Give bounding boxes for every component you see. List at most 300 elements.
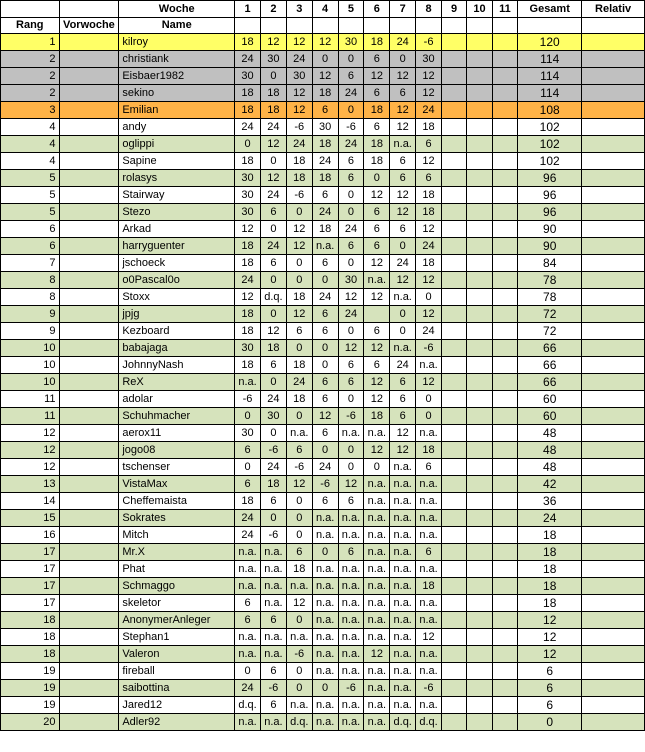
week-score: -6: [235, 391, 261, 408]
week-score: 0: [260, 374, 286, 391]
vorwoche-cell: [59, 374, 119, 391]
week-score: n.a.: [338, 527, 364, 544]
week-score: 6: [235, 476, 261, 493]
week-score: [492, 119, 518, 136]
week-score: [467, 527, 493, 544]
relativ-cell: [582, 510, 645, 527]
week-score: n.a.: [416, 663, 442, 680]
week-score: n.a.: [312, 697, 338, 714]
table-row: [1, 527, 645, 544]
relativ-cell: [582, 714, 645, 731]
week-score: 0: [235, 408, 261, 425]
week-score: n.a.: [416, 493, 442, 510]
vorwoche-cell: [59, 476, 119, 493]
total-score: 84: [518, 255, 582, 272]
total-score: 12: [518, 629, 582, 646]
table-row: [1, 595, 645, 612]
week-score: [467, 255, 493, 272]
week-score: [467, 714, 493, 731]
week-score: 18: [286, 561, 312, 578]
week-score: n.a.: [364, 714, 390, 731]
week-score: 12: [390, 272, 416, 289]
table-row: [1, 170, 645, 187]
week-score: [467, 153, 493, 170]
table-row: [1, 629, 645, 646]
week-score: 18: [364, 136, 390, 153]
relativ-cell: [582, 612, 645, 629]
header-week-7: 7: [390, 1, 416, 18]
week-score: [492, 153, 518, 170]
total-score: 48: [518, 442, 582, 459]
rank-cell: 16: [1, 527, 60, 544]
week-score: 6: [286, 544, 312, 561]
week-score: 24: [260, 119, 286, 136]
week-score: 12: [312, 34, 338, 51]
week-score: 24: [235, 272, 261, 289]
week-score: 6: [260, 697, 286, 714]
week-score: n.a.: [390, 459, 416, 476]
week-score: n.a.: [235, 544, 261, 561]
player-name: AnonymerAnleger: [119, 612, 235, 629]
week-score: 6: [260, 493, 286, 510]
rank-cell: 3: [1, 102, 60, 119]
table-row: [1, 119, 645, 136]
vorwoche-cell: [59, 306, 119, 323]
week-score: 6: [312, 391, 338, 408]
week-score: 0: [338, 51, 364, 68]
rank-cell: 2: [1, 85, 60, 102]
week-score: [467, 374, 493, 391]
week-score: 18: [235, 255, 261, 272]
total-score: 102: [518, 153, 582, 170]
total-score: 12: [518, 612, 582, 629]
week-score: n.a.: [364, 697, 390, 714]
week-score: 12: [364, 340, 390, 357]
week-score: [441, 663, 466, 680]
week-score: n.a.: [338, 714, 364, 731]
rank-cell: 4: [1, 119, 60, 136]
week-score: 18: [235, 306, 261, 323]
player-name: jschoeck: [119, 255, 235, 272]
player-name: jogo08: [119, 442, 235, 459]
week-score: 24: [286, 51, 312, 68]
week-score: 18: [235, 34, 261, 51]
week-score: n.a.: [312, 561, 338, 578]
week-score: [441, 646, 466, 663]
rank-cell: 18: [1, 646, 60, 663]
week-score: 18: [312, 221, 338, 238]
player-name: fireball: [119, 663, 235, 680]
week-score: [492, 646, 518, 663]
header-row-weeks: [1, 1, 645, 18]
rank-cell: 14: [1, 493, 60, 510]
week-score: 0: [286, 340, 312, 357]
week-score: 0: [338, 391, 364, 408]
week-score: [492, 595, 518, 612]
player-name: Mr.X: [119, 544, 235, 561]
week-score: 18: [286, 391, 312, 408]
week-score: 12: [364, 289, 390, 306]
week-score: 24: [235, 119, 261, 136]
vorwoche-cell: [59, 442, 119, 459]
relativ-cell: [582, 391, 645, 408]
week-score: [467, 425, 493, 442]
vorwoche-cell: [59, 51, 119, 68]
relativ-cell: [582, 85, 645, 102]
table-row: [1, 51, 645, 68]
week-score: 6: [338, 170, 364, 187]
week-score: [467, 442, 493, 459]
week-score: 12: [260, 323, 286, 340]
relativ-cell: [582, 476, 645, 493]
total-score: 120: [518, 34, 582, 51]
week-score: -6: [286, 187, 312, 204]
week-score: 24: [338, 306, 364, 323]
week-score: 0: [260, 221, 286, 238]
week-score: 24: [338, 136, 364, 153]
week-score: 30: [235, 68, 261, 85]
total-score: 108: [518, 102, 582, 119]
rank-cell: 19: [1, 680, 60, 697]
rank-cell: 10: [1, 340, 60, 357]
week-score: 6: [364, 51, 390, 68]
week-score: 18: [235, 323, 261, 340]
player-name: Emilian: [119, 102, 235, 119]
week-score: 0: [416, 391, 442, 408]
vorwoche-cell: [59, 221, 119, 238]
week-score: n.a.: [416, 510, 442, 527]
week-score: -6: [286, 459, 312, 476]
week-score: 12: [364, 442, 390, 459]
player-name: Stezo: [119, 204, 235, 221]
week-score: 6: [312, 425, 338, 442]
week-score: 6: [338, 357, 364, 374]
week-score: n.a.: [235, 646, 261, 663]
rank-cell: 4: [1, 136, 60, 153]
relativ-cell: [582, 221, 645, 238]
week-score: [467, 476, 493, 493]
total-score: 66: [518, 357, 582, 374]
week-score: [441, 527, 466, 544]
rank-cell: 18: [1, 612, 60, 629]
week-score: [492, 578, 518, 595]
player-name: harryguenter: [119, 238, 235, 255]
week-score: [467, 408, 493, 425]
total-score: 78: [518, 272, 582, 289]
table-row: [1, 34, 645, 51]
week-score: 0: [338, 102, 364, 119]
week-score: n.a.: [416, 527, 442, 544]
relativ-cell: [582, 629, 645, 646]
player-name: Cheffemaista: [119, 493, 235, 510]
week-score: n.a.: [312, 238, 338, 255]
vorwoche-cell: [59, 561, 119, 578]
week-score: [492, 680, 518, 697]
week-score: 12: [338, 340, 364, 357]
week-score: [492, 493, 518, 510]
week-score: n.a.: [338, 578, 364, 595]
week-score: 12: [416, 221, 442, 238]
week-score: n.a.: [312, 612, 338, 629]
table-row: [1, 612, 645, 629]
week-score: n.a.: [235, 714, 261, 731]
week-score: 12: [364, 646, 390, 663]
relativ-cell: [582, 323, 645, 340]
week-score: 24: [338, 221, 364, 238]
week-score: d.q.: [390, 714, 416, 731]
week-score: 6: [390, 221, 416, 238]
relativ-cell: [582, 374, 645, 391]
week-score: 6: [338, 238, 364, 255]
week-score: n.a.: [312, 510, 338, 527]
week-score: 30: [416, 51, 442, 68]
week-score: [441, 170, 466, 187]
vorwoche-cell: [59, 493, 119, 510]
week-score: 6: [260, 663, 286, 680]
week-score: 0: [338, 187, 364, 204]
week-score: 0: [338, 204, 364, 221]
week-score: [492, 51, 518, 68]
week-score: 12: [286, 238, 312, 255]
rank-cell: 6: [1, 221, 60, 238]
relativ-cell: [582, 289, 645, 306]
week-score: 6: [390, 153, 416, 170]
rank-cell: 20: [1, 714, 60, 731]
week-score: 6: [286, 442, 312, 459]
week-score: [467, 221, 493, 238]
player-name: Stoxx: [119, 289, 235, 306]
week-score: 6: [312, 323, 338, 340]
week-score: n.a.: [390, 629, 416, 646]
week-score: 6: [416, 170, 442, 187]
vorwoche-cell: [59, 187, 119, 204]
week-score: -6: [260, 442, 286, 459]
vorwoche-cell: [59, 102, 119, 119]
week-score: [492, 238, 518, 255]
header-week-8: 8: [416, 1, 442, 18]
week-score: d.q.: [286, 714, 312, 731]
week-score: n.a.: [390, 289, 416, 306]
week-score: 24: [235, 51, 261, 68]
rank-cell: 17: [1, 595, 60, 612]
week-score: 24: [286, 374, 312, 391]
relativ-cell: [582, 493, 645, 510]
week-score: 6: [260, 612, 286, 629]
rank-cell: 12: [1, 442, 60, 459]
week-score: 12: [364, 391, 390, 408]
week-score: [441, 493, 466, 510]
week-score: 0: [390, 306, 416, 323]
week-score: 12: [286, 306, 312, 323]
week-score: [467, 340, 493, 357]
week-score: n.a.: [364, 510, 390, 527]
week-score: 0: [260, 272, 286, 289]
total-score: 102: [518, 136, 582, 153]
vorwoche-cell: [59, 578, 119, 595]
week-score: 24: [312, 204, 338, 221]
week-score: 0: [286, 510, 312, 527]
week-score: n.a.: [390, 578, 416, 595]
week-score: 30: [235, 425, 261, 442]
total-score: 96: [518, 204, 582, 221]
week-score: n.a.: [390, 561, 416, 578]
week-score: 30: [260, 408, 286, 425]
week-score: 18: [364, 408, 390, 425]
week-score: n.a.: [286, 697, 312, 714]
week-score: 12: [390, 119, 416, 136]
vorwoche-cell: [59, 357, 119, 374]
relativ-cell: [582, 255, 645, 272]
week-score: 18: [312, 136, 338, 153]
week-score: [441, 255, 466, 272]
week-score: [441, 476, 466, 493]
week-score: [441, 391, 466, 408]
week-score: [492, 476, 518, 493]
week-score: [492, 323, 518, 340]
player-name: Adler92: [119, 714, 235, 731]
week-score: n.a.: [390, 544, 416, 561]
relativ-cell: [582, 578, 645, 595]
header-woche: Woche: [119, 1, 235, 18]
week-score: n.a.: [312, 527, 338, 544]
relativ-cell: [582, 136, 645, 153]
week-score: [441, 204, 466, 221]
week-score: 18: [416, 187, 442, 204]
week-score: [467, 578, 493, 595]
week-score: [467, 85, 493, 102]
week-score: n.a.: [390, 340, 416, 357]
header-blank: [1, 1, 60, 18]
total-score: 24: [518, 510, 582, 527]
week-score: [441, 51, 466, 68]
week-score: 18: [235, 238, 261, 255]
vorwoche-cell: [59, 323, 119, 340]
rank-cell: 9: [1, 306, 60, 323]
header-name: Name: [119, 18, 235, 34]
player-name: aerox11: [119, 425, 235, 442]
week-score: 0: [338, 442, 364, 459]
player-name: tschenser: [119, 459, 235, 476]
header-week-2: 2: [260, 1, 286, 18]
week-score: 12: [390, 187, 416, 204]
week-score: [492, 170, 518, 187]
player-name: Kezboard: [119, 323, 235, 340]
week-score: [492, 391, 518, 408]
week-score: 0: [286, 527, 312, 544]
header-week-9: 9: [441, 1, 466, 18]
player-name: Stairway: [119, 187, 235, 204]
table-row: [1, 578, 645, 595]
week-score: n.a.: [235, 578, 261, 595]
week-score: [492, 561, 518, 578]
week-score: n.a.: [312, 714, 338, 731]
week-score: n.a.: [286, 629, 312, 646]
week-score: -6: [286, 119, 312, 136]
week-score: 18: [286, 289, 312, 306]
week-score: [492, 255, 518, 272]
rank-cell: 5: [1, 187, 60, 204]
week-score: 30: [286, 68, 312, 85]
week-score: n.a.: [364, 527, 390, 544]
week-score: [492, 442, 518, 459]
week-score: [441, 595, 466, 612]
vorwoche-cell: [59, 170, 119, 187]
week-score: [467, 289, 493, 306]
player-name: Sapine: [119, 153, 235, 170]
vorwoche-cell: [59, 629, 119, 646]
week-score: 0: [235, 136, 261, 153]
week-score: n.a.: [364, 595, 390, 612]
table-row: [1, 374, 645, 391]
table-row: [1, 459, 645, 476]
week-score: 6: [235, 612, 261, 629]
week-score: [492, 357, 518, 374]
relativ-cell: [582, 204, 645, 221]
week-score: [441, 187, 466, 204]
total-score: 18: [518, 578, 582, 595]
week-score: 6: [390, 170, 416, 187]
week-score: [492, 425, 518, 442]
rank-cell: 4: [1, 153, 60, 170]
week-score: 6: [312, 374, 338, 391]
week-score: 18: [286, 170, 312, 187]
week-score: 6: [364, 238, 390, 255]
week-score: 12: [416, 153, 442, 170]
week-score: n.a.: [312, 578, 338, 595]
week-score: 12: [338, 289, 364, 306]
week-score: n.a.: [416, 425, 442, 442]
week-score: n.a.: [338, 425, 364, 442]
week-score: 0: [286, 680, 312, 697]
week-score: 18: [312, 170, 338, 187]
vorwoche-cell: [59, 255, 119, 272]
week-score: 12: [260, 34, 286, 51]
week-score: n.a.: [390, 136, 416, 153]
week-score: 6: [260, 357, 286, 374]
player-name: skeletor: [119, 595, 235, 612]
week-score: 0: [364, 170, 390, 187]
total-score: 90: [518, 238, 582, 255]
rank-cell: 2: [1, 51, 60, 68]
vorwoche-cell: [59, 714, 119, 731]
relativ-cell: [582, 187, 645, 204]
week-score: [441, 680, 466, 697]
week-score: 6: [260, 204, 286, 221]
week-score: -6: [312, 476, 338, 493]
week-score: 24: [312, 459, 338, 476]
week-score: [441, 714, 466, 731]
player-name: oglippi: [119, 136, 235, 153]
week-score: n.a.: [390, 663, 416, 680]
rank-cell: 19: [1, 663, 60, 680]
week-score: 18: [260, 476, 286, 493]
table-row: [1, 391, 645, 408]
week-score: n.a.: [364, 476, 390, 493]
week-score: n.a.: [235, 374, 261, 391]
week-score: 24: [235, 527, 261, 544]
week-score: 0: [260, 306, 286, 323]
relativ-cell: [582, 408, 645, 425]
rank-cell: 15: [1, 510, 60, 527]
week-score: -6: [416, 680, 442, 697]
week-score: 18: [364, 102, 390, 119]
week-score: [467, 459, 493, 476]
week-score: [441, 510, 466, 527]
relativ-cell: [582, 680, 645, 697]
week-score: [467, 272, 493, 289]
week-score: [492, 408, 518, 425]
vorwoche-cell: [59, 425, 119, 442]
